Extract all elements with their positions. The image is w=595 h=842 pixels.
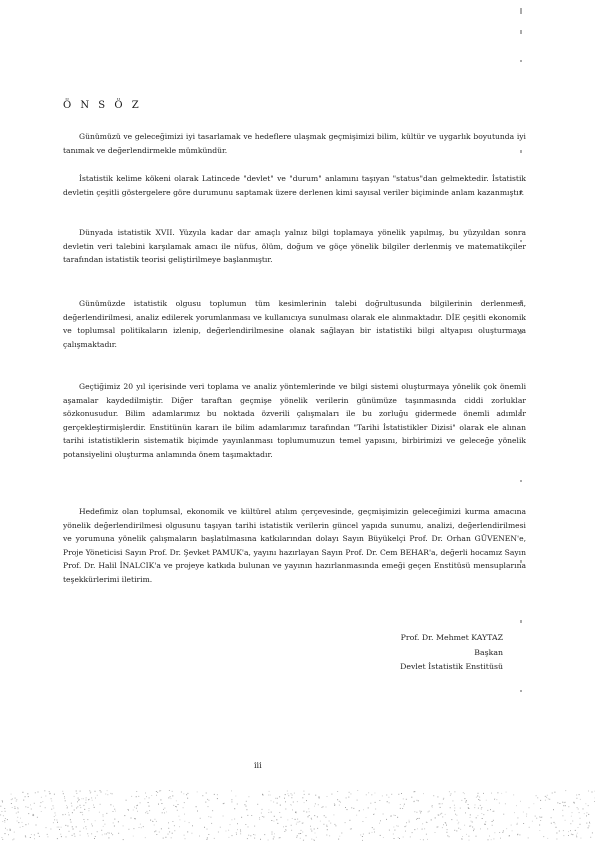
paragraph-4: Günümüzde istatistik olgusu toplumun tüm kesimlerinin talebi doğrultusunda bilgilerinin derlenmesi, değerlendirilmesi, analiz edilerek yorumlanması ve kullanıcıya sunulması olarak ele alınmaktadır. DİE çeşitli ekonomik ve toplumsal politikaların izlenip, değerlendirilmesine olanak sağlayan bir istatistiki bilgi altyapısı oluşturmaya çalışmaktadır.: [63, 299, 526, 349]
paragraph-2: İstatistik kelime kökeni olarak Latincede "devlet" ve "durum" anlamını taşıyan "status"dan gelmektedir. İstatistik devletin çeşitli göstergelere göre durumunu saptamak üzere derlenen kimi sayısal veriler biçiminde anlam kazanmıştır.: [63, 174, 526, 197]
paragraph-1: Günümüzü ve geleceğimizi iyi tasarlamak ve hedeflere ulaşmak geçmişimizi bilim, kültür ve uygarlık boyutunda iyi tanımak ve değerlendirmekle mümkündür.: [63, 132, 526, 155]
paragraph-6: Hedefimiz olan toplumsal, ekonomik ve kültürel atılım çerçevesinde, geçmişimizin geleceğimizi kurma amacına yönelik değerlendirilmesi olgusunu taşıyan tarihi istatistik verilerin güncel yapıda sunumu, analizi, değerlendirilmesi ve yorumuna yönelik çalışmaların başlatılmasına katkılarından dolayı Sayın Büyükelçi Prof. Dr. Orhan GÜVENEN'e, Proje Yöneticisi Sayın Prof. Dr. Şevket PAMUK'a, yayını hazırlayan Sayın Prof. Dr. Cem BEHAR'a, değerli hocamız Sayın Prof. Dr. Halil İNALCIK'a ve projeye katkıda bulunan ve yayının hazırlanmasında emeği geçen Enstitüsü mensuplarına teşekkürlerimi iletirim.: [63, 507, 526, 584]
signature-block: [400, 631, 503, 675]
page-heading: Ö N S Ö Z: [63, 100, 142, 111]
signature-title: Başkan: [474, 647, 503, 657]
signature-name: Prof. Dr. Mehmet KAYTAZ: [400, 633, 503, 642]
paragraph-3: Dünyada istatistik XVII. Yüzyıla kadar dar amaçlı yalnız bilgi toplamaya yönelik yapılmış, bu yüzyıldan sonra devletin veri talebini karşılamak amacı ile nüfus, ölüm, doğum ve göçe yönelik bilgiler derlenmiş ve matematikçiler tarafından istatistik teorisi geliştirilmeye başlanmıştır.: [63, 228, 526, 265]
scan-noise: [0, 790, 595, 841]
paragraph-5: Geçtiğimiz 20 yıl içerisinde veri toplama ve analiz yöntemlerinde ve bilgi sistemi oluşturmaya yönelik çok önemli aşamalar kaydedilmiştir. Diğer taraftan geçmişe yönelik verilerin günümüze taşınmasında ciddi zorluklar sözkonusudur. Bilim adamlarımız bu noktada özverili çalışmaları ile bu zorluğu gidermede önemli adımlar gerçekleştirmişlerdir. Enstitünün kararı ile bilim adamlarımız tarafından "Tarihi İstatistikler Dizisi" olarak ele alınan tarihi istatistiklerin sistematik biçimde yayınlanması toplumumuzun temel yapısını, birbirimizi ve geleceğe yönelik potansiyelini oluşturma anlamında önem taşımaktadır.: [63, 382, 526, 459]
signature-institution: Devlet İstatistik Enstitüsü: [400, 662, 503, 671]
page-number: iii: [254, 761, 262, 770]
